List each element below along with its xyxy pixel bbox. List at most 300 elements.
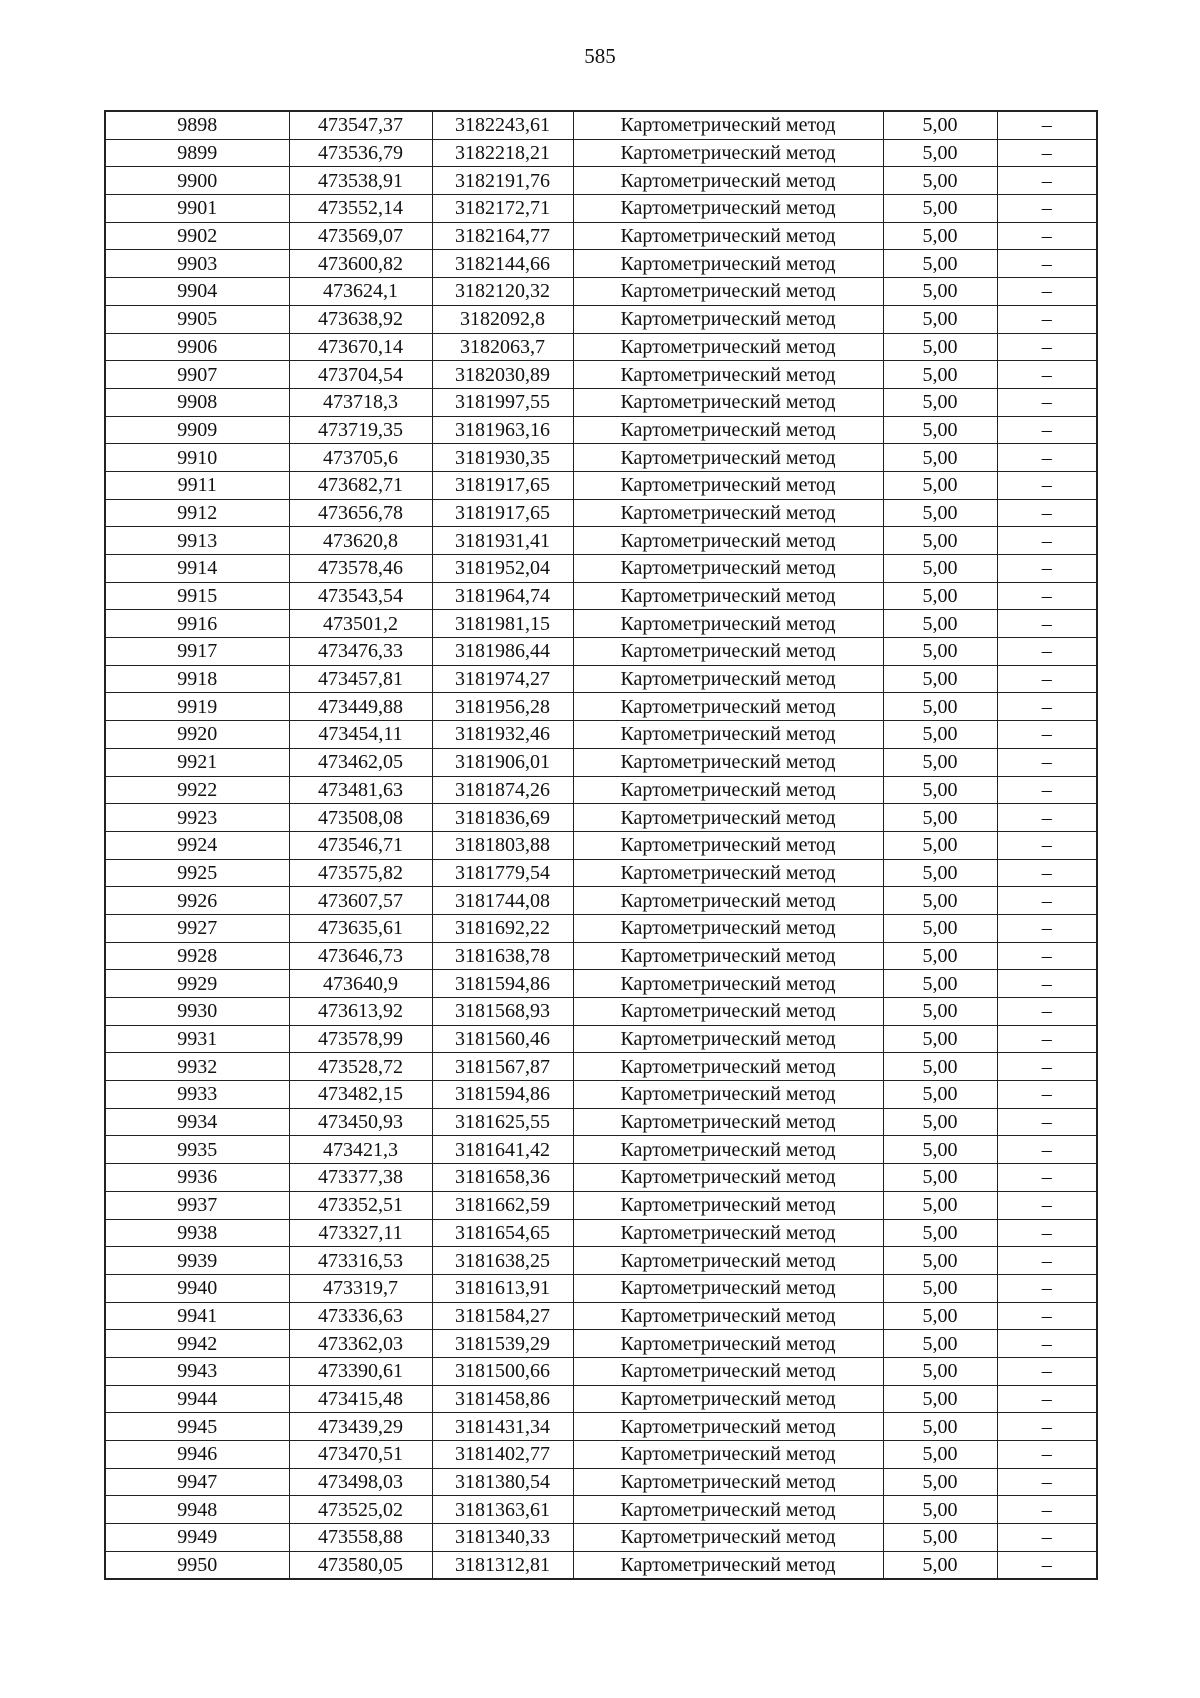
method-cell: Картометрический метод	[573, 748, 883, 776]
point-number-cell: 9940	[105, 1274, 289, 1302]
dash-cell: –	[997, 1191, 1097, 1219]
method-cell: Картометрический метод	[573, 1496, 883, 1524]
y-coordinate-cell: 3181963,16	[432, 416, 573, 444]
y-coordinate-cell: 3181981,15	[432, 610, 573, 638]
point-number-cell: 9950	[105, 1551, 289, 1579]
x-coordinate-cell: 473462,05	[289, 748, 432, 776]
y-coordinate-cell: 3181380,54	[432, 1468, 573, 1496]
table-row	[105, 804, 1097, 832]
point-number-cell: 9917	[105, 638, 289, 666]
x-coordinate-cell: 473450,93	[289, 1108, 432, 1136]
x-coordinate-cell: 473578,99	[289, 1025, 432, 1053]
dash-cell: –	[997, 1496, 1097, 1524]
point-number-cell: 9927	[105, 914, 289, 942]
y-coordinate-cell: 3181613,91	[432, 1274, 573, 1302]
method-cell: Картометрический метод	[573, 444, 883, 472]
x-coordinate-cell: 473501,2	[289, 610, 432, 638]
point-number-cell: 9922	[105, 776, 289, 804]
method-cell: Картометрический метод	[573, 1081, 883, 1109]
point-number-cell: 9929	[105, 970, 289, 998]
point-number-cell: 9920	[105, 721, 289, 749]
x-coordinate-cell: 473718,3	[289, 388, 432, 416]
point-number-cell: 9946	[105, 1441, 289, 1469]
method-cell: Картометрический метод	[573, 195, 883, 223]
x-coordinate-cell: 473536,79	[289, 139, 432, 167]
dash-cell: –	[997, 278, 1097, 306]
point-number-cell: 9936	[105, 1164, 289, 1192]
point-number-cell: 9905	[105, 305, 289, 333]
dash-cell: –	[997, 859, 1097, 887]
y-coordinate-cell: 3181917,65	[432, 499, 573, 527]
y-coordinate-cell: 3182092,8	[432, 305, 573, 333]
dash-cell: –	[997, 1385, 1097, 1413]
accuracy-cell: 5,00	[883, 333, 997, 361]
method-cell: Картометрический метод	[573, 305, 883, 333]
y-coordinate-cell: 3181931,41	[432, 527, 573, 555]
coordinates-table-body	[105, 111, 1097, 1579]
accuracy-cell: 5,00	[883, 1164, 997, 1192]
accuracy-cell: 5,00	[883, 1191, 997, 1219]
y-coordinate-cell: 3181744,08	[432, 887, 573, 915]
x-coordinate-cell: 473635,61	[289, 914, 432, 942]
accuracy-cell: 5,00	[883, 167, 997, 195]
method-cell: Картометрический метод	[573, 1025, 883, 1053]
method-cell: Картометрический метод	[573, 1357, 883, 1385]
accuracy-cell: 5,00	[883, 278, 997, 306]
table-row	[105, 1524, 1097, 1552]
x-coordinate-cell: 473538,91	[289, 167, 432, 195]
dash-cell: –	[997, 1357, 1097, 1385]
method-cell: Картометрический метод	[573, 1247, 883, 1275]
y-coordinate-cell: 3182172,71	[432, 195, 573, 223]
y-coordinate-cell: 3181906,01	[432, 748, 573, 776]
table-row	[105, 527, 1097, 555]
point-number-cell: 9907	[105, 361, 289, 389]
method-cell: Картометрический метод	[573, 998, 883, 1026]
table-row	[105, 1441, 1097, 1469]
method-cell: Картометрический метод	[573, 278, 883, 306]
method-cell: Картометрический метод	[573, 555, 883, 583]
method-cell: Картометрический метод	[573, 1191, 883, 1219]
accuracy-cell: 5,00	[883, 914, 997, 942]
accuracy-cell: 5,00	[883, 361, 997, 389]
y-coordinate-cell: 3181803,88	[432, 831, 573, 859]
table-row	[105, 1247, 1097, 1275]
point-number-cell: 9912	[105, 499, 289, 527]
point-number-cell: 9902	[105, 222, 289, 250]
point-number-cell: 9943	[105, 1357, 289, 1385]
method-cell: Картометрический метод	[573, 499, 883, 527]
accuracy-cell: 5,00	[883, 665, 997, 693]
method-cell: Картометрический метод	[573, 610, 883, 638]
dash-cell: –	[997, 887, 1097, 915]
dash-cell: –	[997, 970, 1097, 998]
dash-cell: –	[997, 638, 1097, 666]
y-coordinate-cell: 3181568,93	[432, 998, 573, 1026]
y-coordinate-cell: 3181986,44	[432, 638, 573, 666]
x-coordinate-cell: 473552,14	[289, 195, 432, 223]
method-cell: Картометрический метод	[573, 582, 883, 610]
x-coordinate-cell: 473415,48	[289, 1385, 432, 1413]
point-number-cell: 9914	[105, 555, 289, 583]
method-cell: Картометрический метод	[573, 1330, 883, 1358]
method-cell: Картометрический метод	[573, 111, 883, 139]
x-coordinate-cell: 473449,88	[289, 693, 432, 721]
dash-cell: –	[997, 1164, 1097, 1192]
method-cell: Картометрический метод	[573, 665, 883, 693]
dash-cell: –	[997, 1025, 1097, 1053]
method-cell: Картометрический метод	[573, 942, 883, 970]
dash-cell: –	[997, 804, 1097, 832]
y-coordinate-cell: 3182164,77	[432, 222, 573, 250]
point-number-cell: 9937	[105, 1191, 289, 1219]
method-cell: Картометрический метод	[573, 333, 883, 361]
dash-cell: –	[997, 582, 1097, 610]
point-number-cell: 9911	[105, 471, 289, 499]
accuracy-cell: 5,00	[883, 831, 997, 859]
y-coordinate-cell: 3182191,76	[432, 167, 573, 195]
method-cell: Картометрический метод	[573, 471, 883, 499]
x-coordinate-cell: 473498,03	[289, 1468, 432, 1496]
dash-cell: –	[997, 1247, 1097, 1275]
y-coordinate-cell: 3181560,46	[432, 1025, 573, 1053]
table-row	[105, 1164, 1097, 1192]
method-cell: Картометрический метод	[573, 416, 883, 444]
method-cell: Картометрический метод	[573, 721, 883, 749]
point-number-cell: 9942	[105, 1330, 289, 1358]
point-number-cell: 9928	[105, 942, 289, 970]
accuracy-cell: 5,00	[883, 1551, 997, 1579]
x-coordinate-cell: 473640,9	[289, 970, 432, 998]
accuracy-cell: 5,00	[883, 1496, 997, 1524]
method-cell: Картометрический метод	[573, 388, 883, 416]
method-cell: Картометрический метод	[573, 1164, 883, 1192]
method-cell: Картометрический метод	[573, 693, 883, 721]
y-coordinate-cell: 3181567,87	[432, 1053, 573, 1081]
table-row	[105, 1357, 1097, 1385]
x-coordinate-cell: 473362,03	[289, 1330, 432, 1358]
table-row	[105, 1330, 1097, 1358]
method-cell: Картометрический метод	[573, 1441, 883, 1469]
x-coordinate-cell: 473482,15	[289, 1081, 432, 1109]
accuracy-cell: 5,00	[883, 388, 997, 416]
accuracy-cell: 5,00	[883, 1274, 997, 1302]
table-row	[105, 278, 1097, 306]
table-row	[105, 831, 1097, 859]
method-cell: Картометрический метод	[573, 914, 883, 942]
dash-cell: –	[997, 998, 1097, 1026]
y-coordinate-cell: 3181836,69	[432, 804, 573, 832]
point-number-cell: 9900	[105, 167, 289, 195]
accuracy-cell: 5,00	[883, 970, 997, 998]
table-row	[105, 139, 1097, 167]
method-cell: Картометрический метод	[573, 167, 883, 195]
point-number-cell: 9949	[105, 1524, 289, 1552]
x-coordinate-cell: 473613,92	[289, 998, 432, 1026]
point-number-cell: 9909	[105, 416, 289, 444]
accuracy-cell: 5,00	[883, 1468, 997, 1496]
x-coordinate-cell: 473620,8	[289, 527, 432, 555]
x-coordinate-cell: 473569,07	[289, 222, 432, 250]
method-cell: Картометрический метод	[573, 1413, 883, 1441]
page-number: 585	[584, 44, 616, 68]
accuracy-cell: 5,00	[883, 610, 997, 638]
x-coordinate-cell: 473546,71	[289, 831, 432, 859]
dash-cell: –	[997, 1108, 1097, 1136]
method-cell: Картометрический метод	[573, 1385, 883, 1413]
accuracy-cell: 5,00	[883, 250, 997, 278]
method-cell: Картометрический метод	[573, 250, 883, 278]
table-row	[105, 416, 1097, 444]
table-row	[105, 1468, 1097, 1496]
method-cell: Картометрический метод	[573, 804, 883, 832]
accuracy-cell: 5,00	[883, 804, 997, 832]
method-cell: Картометрический метод	[573, 1468, 883, 1496]
table-row	[105, 333, 1097, 361]
dash-cell: –	[997, 776, 1097, 804]
method-cell: Картометрический метод	[573, 1302, 883, 1330]
accuracy-cell: 5,00	[883, 638, 997, 666]
x-coordinate-cell: 473457,81	[289, 665, 432, 693]
x-coordinate-cell: 473607,57	[289, 887, 432, 915]
y-coordinate-cell: 3182030,89	[432, 361, 573, 389]
accuracy-cell: 5,00	[883, 195, 997, 223]
y-coordinate-cell: 3181594,86	[432, 1081, 573, 1109]
y-coordinate-cell: 3181964,74	[432, 582, 573, 610]
y-coordinate-cell: 3181641,42	[432, 1136, 573, 1164]
accuracy-cell: 5,00	[883, 776, 997, 804]
x-coordinate-cell: 473646,73	[289, 942, 432, 970]
x-coordinate-cell: 473439,29	[289, 1413, 432, 1441]
point-number-cell: 9941	[105, 1302, 289, 1330]
point-number-cell: 9923	[105, 804, 289, 832]
point-number-cell: 9918	[105, 665, 289, 693]
table-row	[105, 665, 1097, 693]
dash-cell: –	[997, 111, 1097, 139]
x-coordinate-cell: 473528,72	[289, 1053, 432, 1081]
y-coordinate-cell: 3181662,59	[432, 1191, 573, 1219]
point-number-cell: 9924	[105, 831, 289, 859]
point-number-cell: 9906	[105, 333, 289, 361]
y-coordinate-cell: 3182218,21	[432, 139, 573, 167]
x-coordinate-cell: 473575,82	[289, 859, 432, 887]
x-coordinate-cell: 473719,35	[289, 416, 432, 444]
table-row	[105, 1081, 1097, 1109]
table-row	[105, 887, 1097, 915]
accuracy-cell: 5,00	[883, 998, 997, 1026]
dash-cell: –	[997, 499, 1097, 527]
y-coordinate-cell: 3182243,61	[432, 111, 573, 139]
point-number-cell: 9916	[105, 610, 289, 638]
x-coordinate-cell: 473670,14	[289, 333, 432, 361]
table-row	[105, 250, 1097, 278]
table-row	[105, 1274, 1097, 1302]
accuracy-cell: 5,00	[883, 582, 997, 610]
point-number-cell: 9908	[105, 388, 289, 416]
y-coordinate-cell: 3181952,04	[432, 555, 573, 583]
point-number-cell: 9904	[105, 278, 289, 306]
dash-cell: –	[997, 693, 1097, 721]
table-row	[105, 1385, 1097, 1413]
method-cell: Картометрический метод	[573, 887, 883, 915]
dash-cell: –	[997, 1081, 1097, 1109]
point-number-cell: 9932	[105, 1053, 289, 1081]
table-row	[105, 361, 1097, 389]
dash-cell: –	[997, 471, 1097, 499]
accuracy-cell: 5,00	[883, 1385, 997, 1413]
dash-cell: –	[997, 1219, 1097, 1247]
point-number-cell: 9939	[105, 1247, 289, 1275]
dash-cell: –	[997, 333, 1097, 361]
y-coordinate-cell: 3181539,29	[432, 1330, 573, 1358]
dash-cell: –	[997, 1053, 1097, 1081]
accuracy-cell: 5,00	[883, 416, 997, 444]
table-row	[105, 1136, 1097, 1164]
x-coordinate-cell: 473547,37	[289, 111, 432, 139]
y-coordinate-cell: 3182144,66	[432, 250, 573, 278]
accuracy-cell: 5,00	[883, 887, 997, 915]
point-number-cell: 9948	[105, 1496, 289, 1524]
y-coordinate-cell: 3181584,27	[432, 1302, 573, 1330]
x-coordinate-cell: 473704,54	[289, 361, 432, 389]
point-number-cell: 9915	[105, 582, 289, 610]
table-row	[105, 1219, 1097, 1247]
point-number-cell: 9931	[105, 1025, 289, 1053]
dash-cell: –	[997, 1302, 1097, 1330]
y-coordinate-cell: 3181932,46	[432, 721, 573, 749]
point-number-cell: 9903	[105, 250, 289, 278]
method-cell: Картометрический метод	[573, 222, 883, 250]
table-row	[105, 305, 1097, 333]
method-cell: Картометрический метод	[573, 139, 883, 167]
y-coordinate-cell: 3181431,34	[432, 1413, 573, 1441]
x-coordinate-cell: 473638,92	[289, 305, 432, 333]
accuracy-cell: 5,00	[883, 1081, 997, 1109]
point-number-cell: 9934	[105, 1108, 289, 1136]
table-row	[105, 914, 1097, 942]
x-coordinate-cell: 473508,08	[289, 804, 432, 832]
y-coordinate-cell: 3181500,66	[432, 1357, 573, 1385]
y-coordinate-cell: 3181363,61	[432, 1496, 573, 1524]
y-coordinate-cell: 3181974,27	[432, 665, 573, 693]
point-number-cell: 9933	[105, 1081, 289, 1109]
table-row	[105, 638, 1097, 666]
method-cell: Картометрический метод	[573, 638, 883, 666]
point-number-cell: 9926	[105, 887, 289, 915]
x-coordinate-cell: 473352,51	[289, 1191, 432, 1219]
y-coordinate-cell: 3181402,77	[432, 1441, 573, 1469]
method-cell: Картометрический метод	[573, 527, 883, 555]
accuracy-cell: 5,00	[883, 527, 997, 555]
table-row	[105, 499, 1097, 527]
table-row	[105, 222, 1097, 250]
table-row	[105, 776, 1097, 804]
y-coordinate-cell: 3181312,81	[432, 1551, 573, 1579]
method-cell: Картометрический метод	[573, 859, 883, 887]
dash-cell: –	[997, 748, 1097, 776]
accuracy-cell: 5,00	[883, 305, 997, 333]
x-coordinate-cell: 473525,02	[289, 1496, 432, 1524]
table-row	[105, 970, 1097, 998]
x-coordinate-cell: 473558,88	[289, 1524, 432, 1552]
point-number-cell: 9925	[105, 859, 289, 887]
accuracy-cell: 5,00	[883, 721, 997, 749]
table-row	[105, 748, 1097, 776]
dash-cell: –	[997, 1413, 1097, 1441]
table-row	[105, 167, 1097, 195]
dash-cell: –	[997, 1551, 1097, 1579]
method-cell: Картометрический метод	[573, 1219, 883, 1247]
dash-cell: –	[997, 1524, 1097, 1552]
x-coordinate-cell: 473624,1	[289, 278, 432, 306]
y-coordinate-cell: 3181638,25	[432, 1247, 573, 1275]
x-coordinate-cell: 473327,11	[289, 1219, 432, 1247]
y-coordinate-cell: 3181340,33	[432, 1524, 573, 1552]
point-number-cell: 9901	[105, 195, 289, 223]
method-cell: Картометрический метод	[573, 970, 883, 998]
x-coordinate-cell: 473470,51	[289, 1441, 432, 1469]
y-coordinate-cell: 3181692,22	[432, 914, 573, 942]
method-cell: Картометрический метод	[573, 1524, 883, 1552]
x-coordinate-cell: 473682,71	[289, 471, 432, 499]
table-row	[105, 111, 1097, 139]
dash-cell: –	[997, 555, 1097, 583]
table-row	[105, 942, 1097, 970]
x-coordinate-cell: 473578,46	[289, 555, 432, 583]
accuracy-cell: 5,00	[883, 222, 997, 250]
dash-cell: –	[997, 1136, 1097, 1164]
accuracy-cell: 5,00	[883, 1330, 997, 1358]
dash-cell: –	[997, 388, 1097, 416]
x-coordinate-cell: 473336,63	[289, 1302, 432, 1330]
dash-cell: –	[997, 416, 1097, 444]
method-cell: Картометрический метод	[573, 1274, 883, 1302]
point-number-cell: 9930	[105, 998, 289, 1026]
point-number-cell: 9910	[105, 444, 289, 472]
y-coordinate-cell: 3182120,32	[432, 278, 573, 306]
dash-cell: –	[997, 444, 1097, 472]
y-coordinate-cell: 3181779,54	[432, 859, 573, 887]
x-coordinate-cell: 473543,54	[289, 582, 432, 610]
dash-cell: –	[997, 1441, 1097, 1469]
dash-cell: –	[997, 721, 1097, 749]
point-number-cell: 9921	[105, 748, 289, 776]
accuracy-cell: 5,00	[883, 1524, 997, 1552]
dash-cell: –	[997, 610, 1097, 638]
method-cell: Картометрический метод	[573, 776, 883, 804]
dash-cell: –	[997, 831, 1097, 859]
dash-cell: –	[997, 305, 1097, 333]
y-coordinate-cell: 3181930,35	[432, 444, 573, 472]
y-coordinate-cell: 3181458,86	[432, 1385, 573, 1413]
accuracy-cell: 5,00	[883, 942, 997, 970]
accuracy-cell: 5,00	[883, 1219, 997, 1247]
x-coordinate-cell: 473421,3	[289, 1136, 432, 1164]
accuracy-cell: 5,00	[883, 1441, 997, 1469]
accuracy-cell: 5,00	[883, 1247, 997, 1275]
table-row	[105, 195, 1097, 223]
y-coordinate-cell: 3182063,7	[432, 333, 573, 361]
accuracy-cell: 5,00	[883, 1053, 997, 1081]
point-number-cell: 9913	[105, 527, 289, 555]
accuracy-cell: 5,00	[883, 1357, 997, 1385]
table-row	[105, 1025, 1097, 1053]
table-row	[105, 1413, 1097, 1441]
point-number-cell: 9945	[105, 1413, 289, 1441]
accuracy-cell: 5,00	[883, 748, 997, 776]
point-number-cell: 9944	[105, 1385, 289, 1413]
table-row	[105, 693, 1097, 721]
